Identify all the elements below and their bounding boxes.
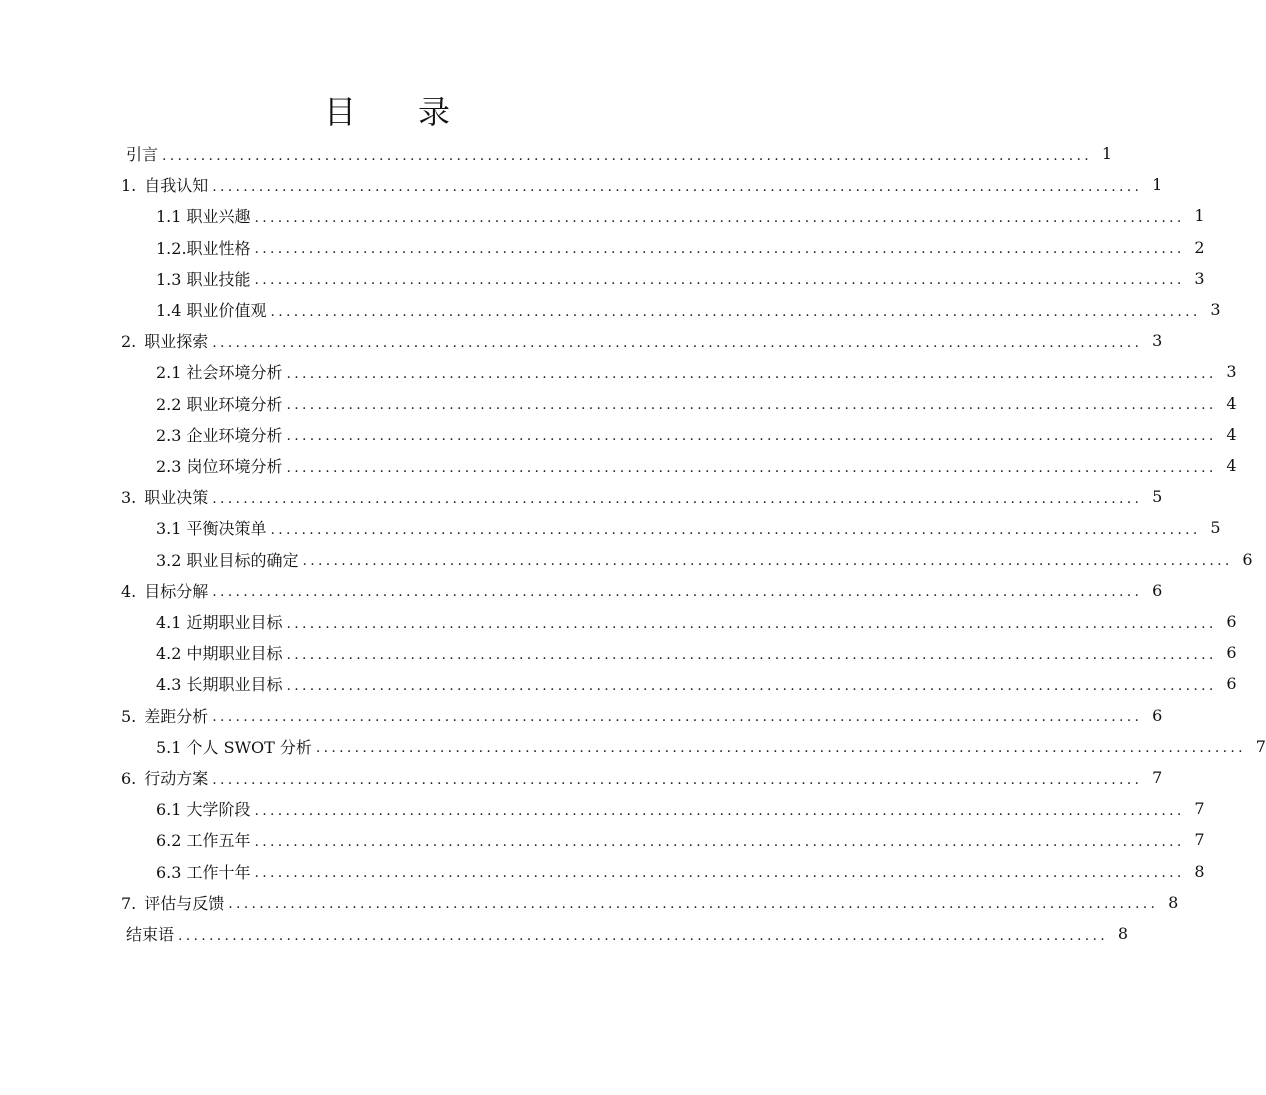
toc-entry-label <box>121 329 208 352</box>
toc-page-number: 1 <box>1152 175 1163 195</box>
toc-dot-leader: ........................................................................................................................ <box>212 771 1143 788</box>
toc-entry-label <box>156 236 251 259</box>
toc-page-number: 7 <box>1194 799 1205 819</box>
toc-dot-leader: ........................................................................................................................ <box>178 927 1109 944</box>
toc-entry-label <box>156 204 251 227</box>
toc-entry[interactable] <box>0 668 1237 699</box>
toc-entry-text: 1.1 职业兴趣 <box>156 207 251 227</box>
toc-page-number: 8 <box>1168 892 1179 912</box>
toc-page-number: 3 <box>1194 268 1205 288</box>
toc-entry-text: 引言 <box>126 145 159 164</box>
title-char-2: 录 <box>418 93 451 131</box>
toc-entry-number: 7. <box>121 893 137 913</box>
toc-entry-text: 3.1 平衡决策单 <box>156 519 267 539</box>
toc-entry-label <box>121 173 208 196</box>
toc-page-number: 7 <box>1152 768 1163 787</box>
toc-dot-leader: ........................................................................................................................ <box>254 209 1185 226</box>
toc-dot-leader: ........................................................................................................................ <box>286 615 1217 632</box>
toc-page-number: 4 <box>1226 424 1237 444</box>
toc-page-number: 7 <box>1194 830 1205 850</box>
toc-entry-text: 1.2.职业性格 <box>156 238 251 258</box>
toc-entry-text: 6.2 工作五年 <box>156 831 251 851</box>
toc-entry[interactable] <box>0 356 1237 387</box>
toc-entry-label <box>156 641 283 664</box>
toc-entry-text: 结束语 <box>126 925 175 944</box>
toc-entry-text: 2.3 岗位环境分析 <box>156 457 283 476</box>
toc-page-number: 3 <box>1152 331 1163 351</box>
toc-entry[interactable] <box>0 918 1129 949</box>
toc-entry-label <box>126 922 174 945</box>
toc-dot-leader: ........................................................................................................................ <box>254 865 1185 882</box>
toc-entry-label <box>156 672 283 695</box>
toc-entry-label <box>156 735 312 758</box>
toc-entry[interactable] <box>0 388 1237 419</box>
toc-dot-leader: ........................................................................................................................ <box>270 303 1201 320</box>
toc-entry[interactable] <box>0 887 1179 918</box>
toc-entry[interactable] <box>0 637 1237 668</box>
toc-entry-text: 6.3 工作十年 <box>156 862 251 882</box>
toc-entry-number: 1. <box>121 176 137 196</box>
toc-page-number: 7 <box>1255 736 1266 756</box>
toc-entry[interactable] <box>0 762 1163 793</box>
toc-dot-leader: ........................................................................................................................ <box>286 428 1217 445</box>
toc-entry-text: 2.3 企业环境分析 <box>156 425 283 445</box>
toc-entry-text: 4.2 中期职业目标 <box>156 644 283 664</box>
toc-entry-text: 3.2 职业目标的确定 <box>156 550 299 570</box>
toc-dot-leader: ........................................................................................................................ <box>286 397 1217 414</box>
toc-entry-text: 评估与反馈 <box>144 893 225 913</box>
toc-entry[interactable] <box>0 856 1205 887</box>
toc-page-number: 5 <box>1152 487 1163 507</box>
toc-entry-text: 1.3 职业技能 <box>156 269 251 289</box>
toc-entry-text: 差距分析 <box>144 706 209 726</box>
toc-page-number: 1 <box>1194 206 1205 226</box>
toc-entry[interactable] <box>0 731 1266 762</box>
toc-page-number: 4 <box>1226 456 1237 475</box>
toc-entry-label <box>156 828 251 851</box>
toc-entry-label <box>121 485 208 508</box>
page-title <box>0 88 774 136</box>
toc-entry-text: 自我认知 <box>144 176 209 196</box>
toc-entry-text: 行动方案 <box>144 769 209 788</box>
toc-entry-number: 4. <box>121 581 137 601</box>
toc-entry[interactable] <box>0 793 1205 824</box>
toc-entry[interactable] <box>0 450 1237 481</box>
toc-dot-leader: ........................................................................................................................ <box>212 709 1143 726</box>
toc-entry-text: 6.1 大学阶段 <box>156 800 251 820</box>
toc-page-number: 3 <box>1226 362 1237 382</box>
toc-entry-text: 5.1 个人 SWOT 分析 <box>156 737 312 757</box>
toc-dot-leader: ........................................................................................................................ <box>286 365 1217 382</box>
toc-page-number: 5 <box>1210 518 1221 538</box>
toc-entry-label <box>156 860 251 883</box>
toc-entry[interactable] <box>0 232 1205 263</box>
toc-entry-text: 4.3 长期职业目标 <box>156 675 283 695</box>
toc-dot-leader: ........................................................................................................................ <box>228 896 1159 913</box>
toc-entry[interactable] <box>0 138 1113 169</box>
toc-entry[interactable] <box>0 700 1163 731</box>
toc-dot-leader: ........................................................................................................................ <box>212 334 1143 351</box>
toc-page-number: 6 <box>1242 549 1253 569</box>
toc-entry-text: 目标分解 <box>144 581 209 601</box>
toc-entry-label <box>156 548 299 571</box>
toc-entry-label <box>156 516 267 539</box>
toc-entry[interactable] <box>0 824 1205 855</box>
toc-page-number: 6 <box>1152 705 1163 725</box>
toc-entry-label <box>156 610 283 633</box>
toc-entry-label <box>156 298 267 321</box>
toc-dot-leader: ........................................................................................................................ <box>302 553 1233 570</box>
toc-entry-number: 6. <box>121 769 137 788</box>
toc-entry-label <box>156 454 283 477</box>
toc-dot-leader: ........................................................................................................................ <box>212 490 1143 507</box>
toc-entry-text: 1.4 职业价值观 <box>156 301 267 320</box>
toc-entry-label <box>156 267 251 290</box>
toc-entry[interactable] <box>0 575 1163 606</box>
toc-entry-label <box>156 423 283 446</box>
toc-entry-label <box>156 392 283 415</box>
toc-page-number: 3 <box>1210 300 1221 319</box>
toc-dot-leader: ........................................................................................................................ <box>286 459 1217 476</box>
toc-entry-text: 2.2 职业环境分析 <box>156 394 283 414</box>
toc-page-number: 2 <box>1194 237 1205 257</box>
toc-page-number: 8 <box>1194 861 1205 881</box>
toc-entry-label <box>121 891 224 914</box>
toc-entry-text: 职业决策 <box>144 488 209 508</box>
toc-entry-label <box>156 797 251 820</box>
toc-entry-label <box>121 704 208 727</box>
toc-entry-label <box>156 360 283 383</box>
toc-page-number: 1 <box>1101 144 1113 163</box>
toc-dot-leader: ........................................................................................................................ <box>254 241 1185 258</box>
toc-page-number: 4 <box>1226 393 1237 413</box>
toc-entry-label <box>121 766 208 789</box>
toc-page-number: 6 <box>1226 643 1237 663</box>
toc-page-number: 8 <box>1117 924 1129 943</box>
toc-entry-number: 5. <box>121 706 137 726</box>
toc-dot-leader: ........................................................................................................................ <box>254 802 1185 819</box>
toc-dot-leader: ........................................................................................................................ <box>270 521 1201 538</box>
toc-dot-leader: ........................................................................................................................ <box>315 740 1246 757</box>
toc-entry[interactable] <box>0 481 1163 512</box>
toc-dot-leader: ........................................................................................................................ <box>286 646 1217 663</box>
toc-entry[interactable] <box>0 325 1163 356</box>
toc-entry-number: 3. <box>121 488 137 508</box>
toc-entry-label <box>121 579 208 602</box>
toc-page-number: 6 <box>1226 612 1237 631</box>
toc-entry[interactable] <box>0 606 1237 637</box>
toc-dot-leader: ........................................................................................................................ <box>254 833 1185 850</box>
toc-entry[interactable] <box>0 263 1205 294</box>
toc-entry[interactable] <box>0 544 1253 575</box>
toc-entry-label <box>126 142 158 165</box>
toc-entry-text: 2.1 社会环境分析 <box>156 363 283 383</box>
toc-page-number: 6 <box>1152 580 1163 600</box>
toc-entry[interactable] <box>0 512 1221 543</box>
toc-dot-leader: ........................................................................................................................ <box>212 584 1143 601</box>
toc-entry-text: 职业探索 <box>144 332 209 352</box>
toc-page-number: 6 <box>1226 674 1237 694</box>
title-char-1: 目 <box>323 93 356 131</box>
toc-dot-leader: ........................................................................................................................ <box>212 178 1143 195</box>
toc-dot-leader: ........................................................................................................................ <box>162 147 1093 164</box>
toc-dot-leader: ........................................................................................................................ <box>254 272 1185 289</box>
toc-entry[interactable] <box>0 419 1237 450</box>
toc-entry[interactable] <box>0 169 1163 200</box>
toc-entry[interactable] <box>0 200 1205 231</box>
toc-entry-text: 4.1 近期职业目标 <box>156 613 283 632</box>
toc-entry[interactable] <box>0 294 1221 325</box>
toc-entry-number: 2. <box>121 332 137 352</box>
toc-dot-leader: ........................................................................................................................ <box>286 677 1217 694</box>
